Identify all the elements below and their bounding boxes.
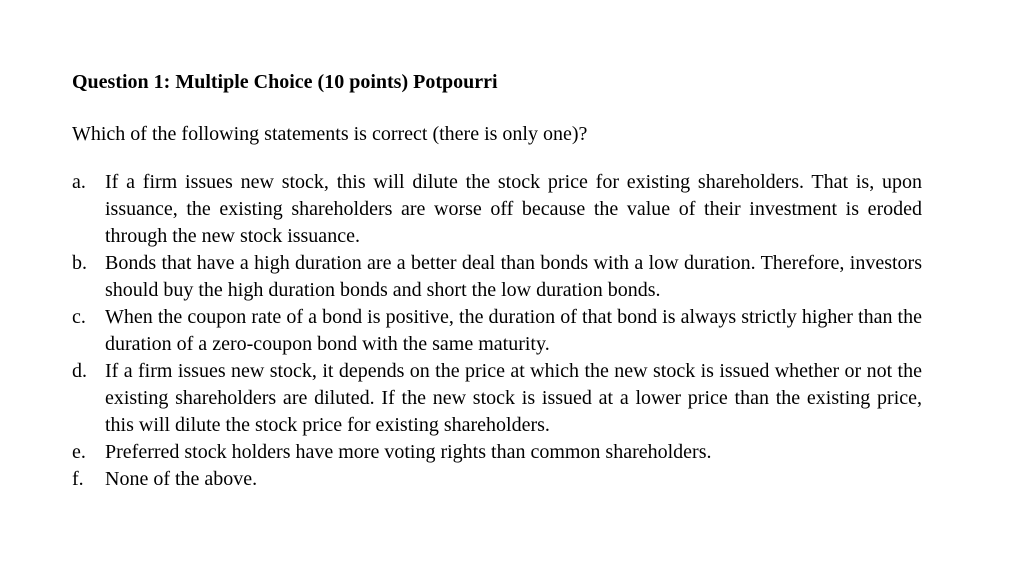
- answer-option-b: [72, 250, 922, 304]
- answer-options-list: [72, 169, 922, 493]
- answer-option-a: [72, 169, 922, 250]
- question-document: [72, 68, 922, 493]
- option-text: If a firm issues new stock, this will dilute the stock price for existing shareholders. That is, upon issuance, the existing shareholders are worse off because the value of their investment is eroded through the new stock issuance.: [105, 171, 922, 247]
- option-text: Preferred stock holders have more voting rights than common shareholders.: [105, 441, 712, 463]
- option-text: When the coupon rate of a bond is positive, the duration of that bond is always strictly higher than the duration of a zero-coupon bond with the same maturity.: [105, 306, 922, 355]
- option-letter: a.: [72, 171, 86, 193]
- option-letter: d.: [72, 360, 87, 382]
- question-prompt: Which of the following statements is correct (there is only one)?: [72, 123, 588, 145]
- answer-option-e: [72, 439, 922, 466]
- option-letter: e.: [72, 441, 86, 463]
- option-letter: c.: [72, 306, 86, 328]
- option-letter: f.: [72, 468, 84, 490]
- answer-option-f: [72, 466, 922, 493]
- question-heading: Question 1: Multiple Choice (10 points) Potpourri: [72, 71, 498, 93]
- answer-option-c: [72, 304, 922, 358]
- option-text: If a firm issues new stock, it depends on the price at which the new stock is issued whether or not the existing shareholders are diluted. If the new stock is issued at a lower price than the existing price, this will dilute the stock price for existing shareholders.: [105, 360, 922, 436]
- option-text: None of the above.: [105, 468, 258, 490]
- option-letter: b.: [72, 252, 87, 274]
- answer-option-d: [72, 358, 922, 439]
- option-text: Bonds that have a high duration are a better deal than bonds with a low duration. Therefore, investors should buy the high duration bonds and short the low duration bonds.: [105, 252, 922, 301]
